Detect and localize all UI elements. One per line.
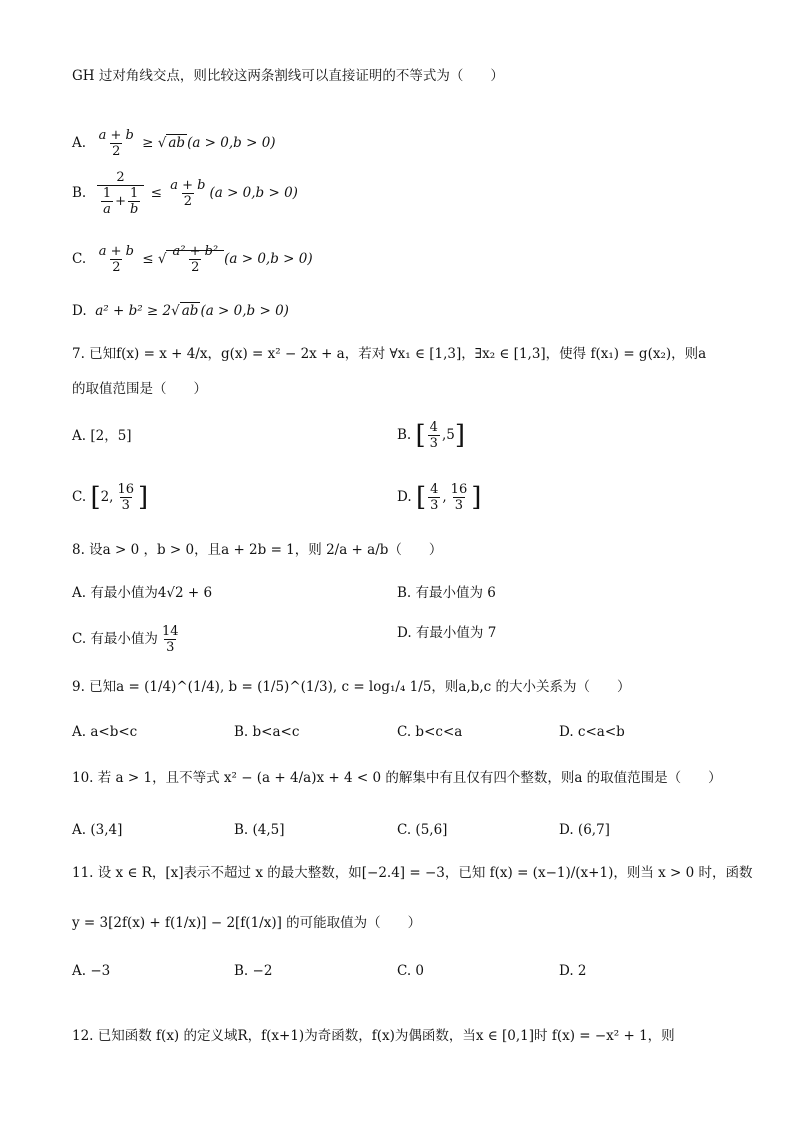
q7-stem [72, 345, 706, 363]
q9-option-b [234, 723, 299, 741]
q7-option-b: B. [ $\frac{4}{3}$ ,5] [397, 420, 465, 451]
q12-line1: 12. 已知函数 f(x) 的定义域R，f(x+1)为奇函数，f(x)为偶函数，当x ∈ [0,1]时 f(x) = −x² + 1，则 [72, 1028, 675, 1044]
q7-option-c: C. [2, $\frac{16}{3}$ ] [72, 482, 149, 513]
q11-stem-2 [72, 914, 421, 932]
option-text: C. 0 [397, 963, 425, 979]
option-label: D. [397, 489, 412, 505]
q11-option-c [397, 962, 424, 980]
q11-option-a [72, 962, 110, 980]
q10-option-c [397, 821, 447, 839]
condition: (a > 0,b > 0) [187, 135, 276, 151]
option-text: B. −2 [234, 963, 273, 979]
option-text: C. 有最小值为 [72, 631, 158, 647]
option-label: B. [72, 185, 87, 201]
option-text: C. (5,6] [397, 822, 448, 838]
q10-option-a [72, 821, 122, 839]
q9-option-a [72, 723, 137, 741]
option-text: B. b<a<c [234, 724, 300, 740]
option-label: C. [72, 489, 87, 505]
q12-stem [72, 1027, 675, 1045]
option-text: B. (4,5] [234, 822, 285, 838]
option-text: A. (3,4] [72, 822, 123, 838]
q8-option-d [397, 624, 496, 642]
option-text: A. [2，5] [72, 428, 132, 444]
q11-stem [72, 864, 753, 882]
q10-text: 10. 若 a > 1，且不等式 x² − (a + 4/a)x + 4 < 0 的解集中有且仅有四个整数，则a 的取值范围是（ ） [72, 770, 722, 786]
q6-option-c: C. $\frac{a + b}{2}$ ≤ √ $\frac{\text{a² + b²}}{2}$ (a > 0,b > 0) [72, 244, 313, 275]
q6-option-a: A. $\frac{a + b}{2}$ ≥ √ ab (a > 0,b > 0) [72, 128, 276, 159]
q10-option-b [234, 821, 285, 839]
q9-option-d [559, 723, 625, 741]
q7-stem-2 [72, 380, 207, 398]
option-label: C. [72, 251, 87, 267]
q10-option-d [559, 821, 610, 839]
intro-text: GH 过对角线交点，则比较这两条割线可以直接证明的不等式为（ ） [72, 68, 504, 84]
option-text: B. 有最小值为 6 [397, 585, 496, 601]
q7-option-a [72, 427, 132, 445]
q11-line1: 11. 设 x ∈ R，[x]表示不超过 x 的最大整数，如[−2.4] = −3，已知 f(x) = (x−1)/(x+1)，则当 x > 0 时，函数 [72, 865, 753, 881]
option-text: D. (6,7] [559, 822, 610, 838]
option-text: C. b<c<a [397, 724, 463, 740]
q7-line2: 的取值范围是（ ） [72, 381, 207, 397]
q8-stem [72, 541, 442, 559]
fraction: $\frac{a + b}{2}$ [170, 178, 206, 209]
q9-option-c [397, 723, 462, 741]
q11-line2: y = 3[2f(x) + f(1/x)] − 2[f(1/x)] 的可能取值为（ ） [72, 915, 422, 931]
q7-line1: 7. 已知f(x) = x + 4/x，g(x) = x² − 2x + a，若对 ∀x₁ ∈ [1,3]，∃x₂ ∈ [1,3]，使得 f(x₁) = g(x₂)，则a [72, 346, 707, 362]
q8-option-c: C. 有最小值为 $\frac{14}{3}$ [72, 624, 179, 655]
option-text: A. 有最小值为4√2 + 6 [72, 585, 213, 601]
option-text: A. −3 [72, 963, 111, 979]
fraction: 2 $\frac{1}{a}$ + $\frac{1}{b}$ [97, 170, 145, 217]
q9-text: 9. 已知a = (1/4)^(1/4), b = (1/5)^(1/3), c = log₁/₄ 1/5，则a,b,c 的大小关系为（ ） [72, 679, 631, 695]
q11-option-d [559, 962, 587, 980]
q8-option-a [72, 584, 212, 602]
q8-option-b [397, 584, 496, 602]
q6-option-d: D. a² + b² ≥ 2√ ab (a > 0,b > 0) [72, 303, 289, 319]
q6-option-b: B. 2 $\frac{1}{a}$ + $\frac{1}{b}$ ≤ $\frac{a + b}{2}$ (a > 0,b > 0) [72, 170, 298, 217]
intro-line [72, 67, 504, 85]
q7-option-d: D. [ $\frac{4}{3}$ , $\frac{16}{3}$ ] [397, 482, 482, 513]
option-text: A. a<b<c [72, 724, 138, 740]
q8-text: 8. 设a > 0 ，b > 0，且a + 2b = 1，则 2/a + a/b（ ） [72, 542, 443, 558]
q10-stem [72, 769, 722, 787]
option-text: D. c<a<b [559, 724, 625, 740]
q11-option-b [234, 962, 272, 980]
fraction: $\frac{a + b}{2}$ [98, 128, 134, 159]
q9-stem [72, 678, 631, 696]
option-text: D. 2 [559, 963, 587, 979]
option-label: B. [397, 427, 412, 443]
option-label: D. [72, 303, 87, 319]
option-text: D. 有最小值为 7 [397, 625, 497, 641]
option-label: A. [72, 135, 87, 151]
fraction: $\frac{a + b}{2}$ [98, 244, 134, 275]
